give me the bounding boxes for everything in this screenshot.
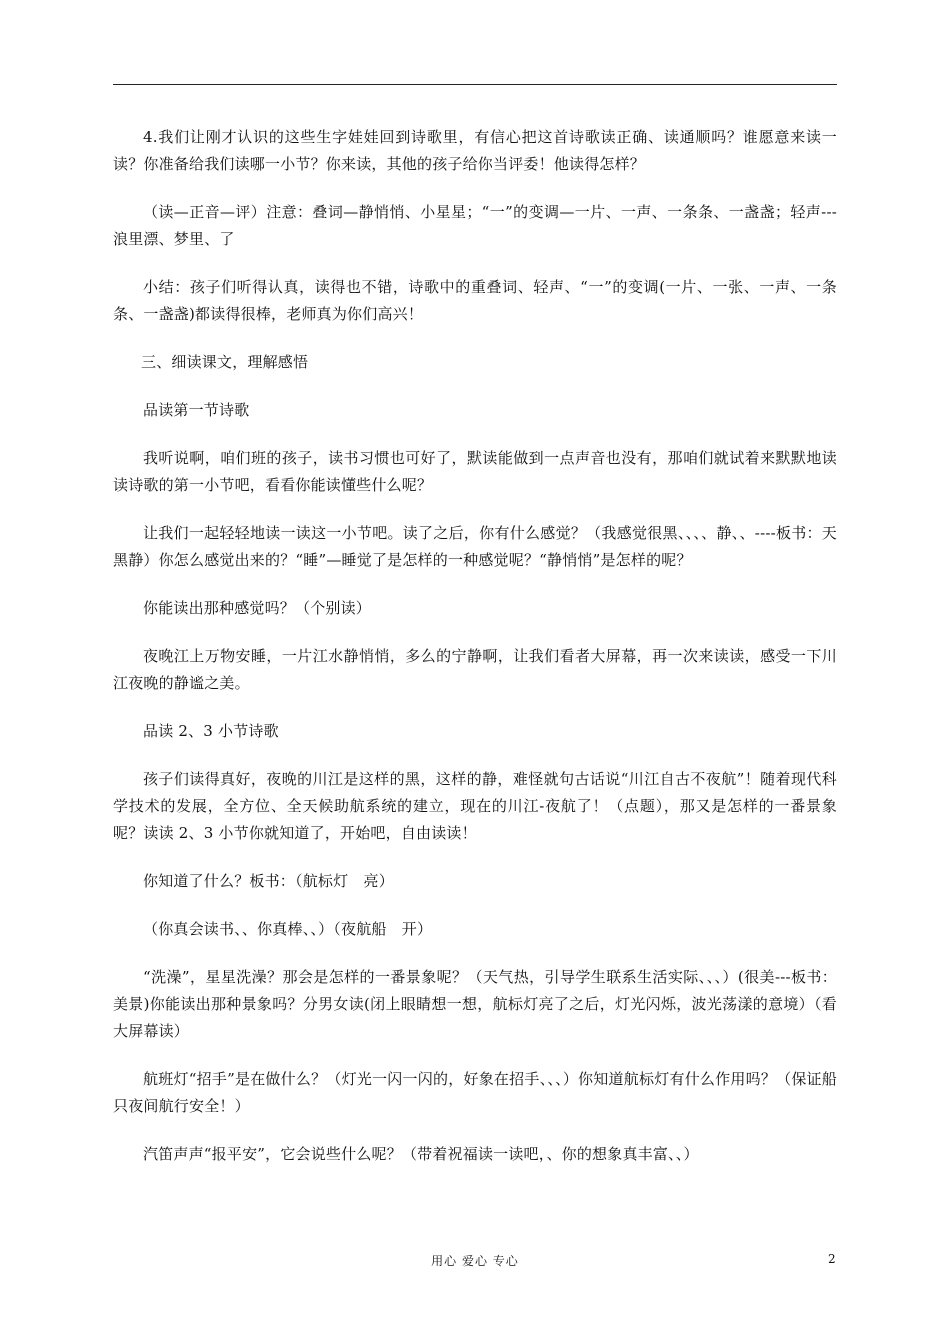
paragraph-beacon-waving: 航班灯“招手”是在做什么？（灯光一闪一闪的，好象在招手、、、）你知道航标灯有什么作用吗？（保证船只夜间航行安全！） (113, 1070, 837, 1115)
paragraph-individual-reading: 你能读出那种感觉吗？（个别读） (143, 599, 372, 617)
paragraph-whistle: 汽笛声声“报平安”，它会说些什么呢？（带着祝福读一读吧，、你的想象真丰富、、） (143, 1145, 699, 1163)
document-body (113, 124, 837, 1189)
paragraph-night-navigation: 孩子们读得真好，夜晚的川江是这样的黑，这样的静，难怪就句古话说“川江自古不夜航”！随着现代科学技术的发展，全方位、全天候助航系统的建立，现在的川江-夜航了！（点题），那又是怎样的一番景象呢？读读 2、3 小节你就知道了，开始吧，自由读读！ (113, 770, 837, 842)
paragraph-reading-intro: 4.我们让刚才认识的这些生字娃娃回到诗歌里，有信心把这首诗歌读正确、读通顺吗？谁愿意来读一读？你准备给我们读哪一小节？你来读，其他的孩子给你当评委！他读得怎样？ (113, 128, 837, 173)
paragraph-night-river: 夜晚江上万物安睡，一片江水静悄悄，多么的宁静啊，让我们看者大屏幕，再一次来读读，感受一下川江夜晚的静谧之美。 (113, 647, 837, 692)
section-heading: 三、细读课文，理解感悟 (141, 353, 309, 371)
paragraph-stars-bathing: “洗澡”，星星洗澡？那会是怎样的一番景象呢？（天气热，引导学生联系生活实际、、、）(很美---板书：美景)你能读出那种景象吗？分男女读(闭上眼睛想一想，航标灯亮了之后，灯光闪烁，波光荡漾的意境）（看大屏幕读） (113, 968, 837, 1040)
page-number: 2 (828, 1252, 836, 1266)
paragraph-silent-reading: 我听说啊，咱们班的孩子，读书习惯也可好了，默读能做到一点声音也没有，那咱们就试着来默默地读读诗歌的第一小节吧，看看你能读懂些什么呢？ (113, 449, 837, 494)
header-rule (113, 84, 837, 85)
paragraph-summary: 小结：孩子们听得认真，读得也不错，诗歌中的重叠词、轻声、“一”的变调(一片、一张、一声、一条条、一盏盏)都读得很棒，老师真为你们高兴！ (113, 278, 837, 323)
paragraph-feeling: 让我们一起轻轻地读一读这一小节吧。读了之后，你有什么感觉？（我感觉很黑、、、、静、、----板书：天黑静）你怎么感觉出来的？“睡”—睡觉了是怎样的一种感觉呢？“静悄悄”是怎样的呢？ (113, 524, 837, 569)
subheading-stanza-2-3: 品读 2、3 小节诗歌 (143, 722, 279, 740)
footer-motto: 用心 爱心 专心 (431, 1254, 519, 1268)
paragraph-board-ship: （你真会读书、、你真棒、、）（夜航船 开） (143, 920, 433, 938)
subheading-stanza-1: 品读第一节诗歌 (143, 401, 250, 419)
paragraph-board-beacon: 你知道了什么？板书：（航标灯 亮） (143, 872, 394, 890)
paragraph-pronunciation-notes: （读—正音—评）注意：叠词—静悄悄、小星星；“一”的变调—一片、一声、一条条、一盏盏；轻声---浪里漂、梦里、了 (113, 203, 837, 248)
